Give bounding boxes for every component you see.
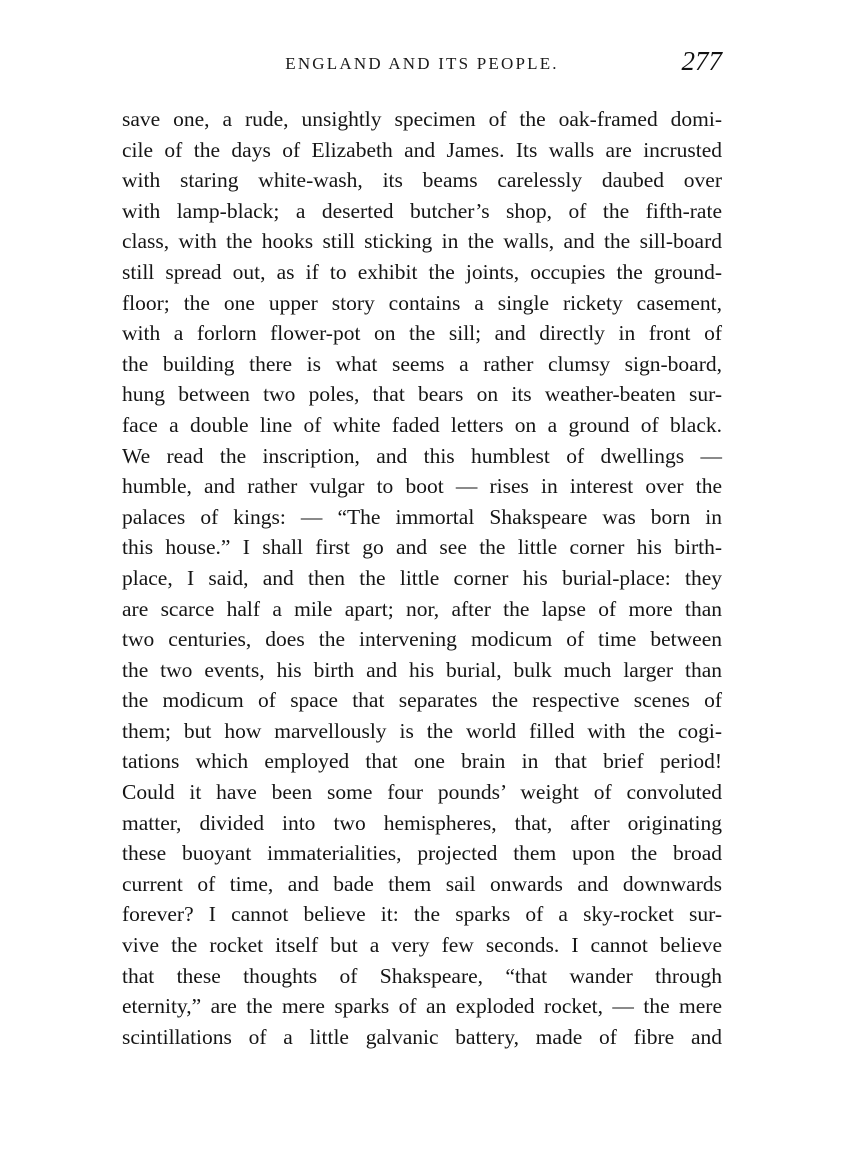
text-line: palaces of kings: — “The immortal Shakspeare was born in: [122, 504, 722, 529]
text-line: tations which employed that one brain in that brief period!: [122, 749, 722, 774]
text-line: with lamp-black; a deserted butcher’s shop, of the fifth-rate: [122, 198, 722, 223]
running-title: ENGLAND AND ITS PEOPLE.: [285, 54, 559, 73]
text-line: the two events, his birth and his burial, bulk much larger than: [122, 657, 722, 682]
text-line: still spread out, as if to exhibit the joints, occupies the ground-: [122, 259, 722, 284]
text-line: Could it have been some four pounds’ weight of convoluted: [122, 780, 722, 805]
text-line: class, with the hooks still sticking in the walls, and the sill-board: [122, 229, 722, 254]
text-line: that these thoughts of Shakspeare, “that wander through: [122, 963, 722, 988]
text-line: eternity,” are the mere sparks of an exploded rocket, — the mere: [122, 994, 722, 1019]
text-line: two centuries, does the intervening modicum of time between: [122, 627, 722, 652]
text-line: We read the inscription, and this humblest of dwellings —: [122, 443, 722, 468]
text-line: this house.” I shall first go and see the little corner his birth-: [122, 535, 722, 560]
text-line: matter, divided into two hemispheres, that, after originating: [122, 810, 722, 835]
text-line: hung between two poles, that bears on its weather-beaten sur-: [122, 382, 722, 407]
text-line: save one, a rude, unsightly specimen of the oak-framed domi-: [122, 107, 722, 131]
text-line: place, I said, and then the little corner his burial-place: they: [122, 565, 722, 590]
text-line: face a double line of white faded letters on a ground of black.: [122, 412, 722, 437]
body-text: [122, 104, 722, 1052]
text-line: scintillations of a little galvanic battery, made of fibre and: [122, 1024, 722, 1049]
text-line: are scarce half a mile apart; nor, after the lapse of more than: [122, 596, 722, 621]
text-line: vive the rocket itself but a very few seconds. I cannot believe: [122, 933, 722, 958]
text-line: humble, and rather vulgar to boot — rises in interest over the: [122, 474, 722, 499]
text-line: current of time, and bade them sail onwards and downwards: [122, 871, 722, 896]
text-line: the building there is what seems a rather clumsy sign-board,: [122, 351, 722, 376]
page-number: 277: [681, 46, 722, 76]
running-head: [122, 46, 722, 86]
text-line: floor; the one upper story contains a single rickety casement,: [122, 290, 722, 315]
text-line: with staring white-wash, its beams carelessly daubed over: [122, 168, 722, 193]
text-line: with a forlorn flower-pot on the sill; and directly in front of: [122, 321, 722, 346]
text-line: these buoyant immaterialities, projected them upon the broad: [122, 841, 722, 866]
text-line: them; but how marvellously is the world filled with the cogi-: [122, 718, 722, 743]
text-line: forever? I cannot believe it: the sparks of a sky-rocket sur-: [122, 902, 722, 927]
text-line: the modicum of space that separates the respective scenes of: [122, 688, 722, 713]
text-line: cile of the days of Elizabeth and James. Its walls are incrusted: [122, 137, 722, 162]
